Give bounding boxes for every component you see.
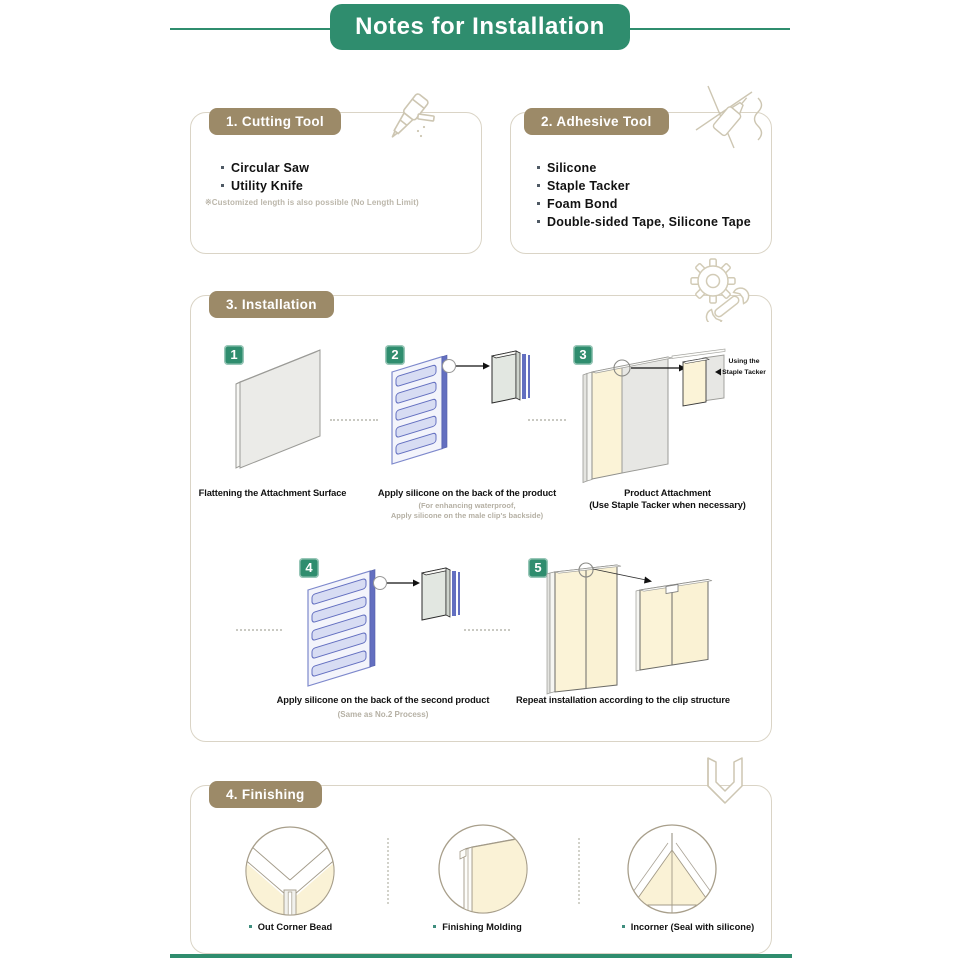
step-badge-1: 1 <box>224 345 244 365</box>
finishing-label-molding: Finishing Molding <box>400 922 555 932</box>
page-title: Notes for Installation <box>330 4 630 50</box>
step3-callout <box>716 356 772 378</box>
cutting-note: ※Customized length is also possible (No Length Limit) <box>205 198 419 207</box>
finishing-circle-incorner <box>625 822 719 916</box>
header-divider-right <box>630 28 790 30</box>
callout-line1: Using the <box>728 358 760 365</box>
step-badge-5: 5 <box>528 558 548 578</box>
footer-divider <box>170 954 792 958</box>
dotted-divider <box>236 629 282 631</box>
step5-caption: Repeat installation according to the clip structure <box>516 695 730 705</box>
section-cutting <box>190 112 482 254</box>
step2-diagram <box>386 346 536 476</box>
caption-text: (Use Staple Tacker when necessary) <box>589 500 746 510</box>
caption-text: Apply silicone on the back of the second product <box>276 695 490 705</box>
utility-knife-icon <box>378 90 438 150</box>
adhesive-tool-list <box>537 159 751 231</box>
list-item: Staple Tacker <box>537 177 751 195</box>
step2-caption <box>372 487 562 521</box>
step1-diagram <box>228 346 328 471</box>
caption-text: Apply silicone on the back of the product <box>377 488 557 498</box>
step4-diagram <box>300 560 468 698</box>
finishing-circle-molding <box>436 822 530 916</box>
caption-text: Product Attachment <box>624 488 711 498</box>
step3-caption <box>565 487 770 511</box>
dotted-divider <box>528 419 566 421</box>
caption-note: Apply silicone on the male clip's backside) <box>390 511 544 520</box>
section-finishing-title: 4. Finishing <box>209 781 322 808</box>
cutting-tool-list <box>221 159 309 195</box>
step5-diagram <box>546 560 736 702</box>
list-item: Double-sided Tape, Silicone Tape <box>537 213 751 231</box>
step-badge-2: 2 <box>385 345 405 365</box>
silicone-tube-icon <box>692 84 770 154</box>
section-cutting-title: 1. Cutting Tool <box>209 108 341 135</box>
dotted-divider-vertical <box>387 838 389 904</box>
step-badge-4: 4 <box>299 558 319 578</box>
dotted-divider <box>330 419 378 421</box>
list-item: Circular Saw <box>221 159 309 177</box>
dotted-divider <box>464 629 510 631</box>
finishing-circle-out-corner <box>243 824 337 918</box>
finishing-label-out-corner: Out Corner Bead <box>213 922 368 932</box>
list-item: Utility Knife <box>221 177 309 195</box>
list-item: Foam Bond <box>537 195 751 213</box>
corner-molding-icon <box>698 754 754 814</box>
step4-caption <box>268 694 498 720</box>
step1-caption: Flattening the Attachment Surface <box>198 488 347 498</box>
section-adhesive-title: 2. Adhesive Tool <box>524 108 669 135</box>
callout-line2: Staple Tacker <box>722 369 766 376</box>
caption-note: (Same as No.2 Process) <box>337 710 429 719</box>
dotted-divider-vertical <box>578 838 580 904</box>
gear-wrench-icon <box>686 256 754 322</box>
section-installation-title: 3. Installation <box>209 291 334 318</box>
header-divider-left <box>170 28 330 30</box>
step3-diagram <box>582 344 732 486</box>
step-badge-3: 3 <box>573 345 593 365</box>
finishing-label-incorner: Incorner (Seal with silicone) <box>588 922 788 932</box>
caption-note: (For enhancing waterproof, <box>418 501 516 510</box>
list-item: Silicone <box>537 159 751 177</box>
